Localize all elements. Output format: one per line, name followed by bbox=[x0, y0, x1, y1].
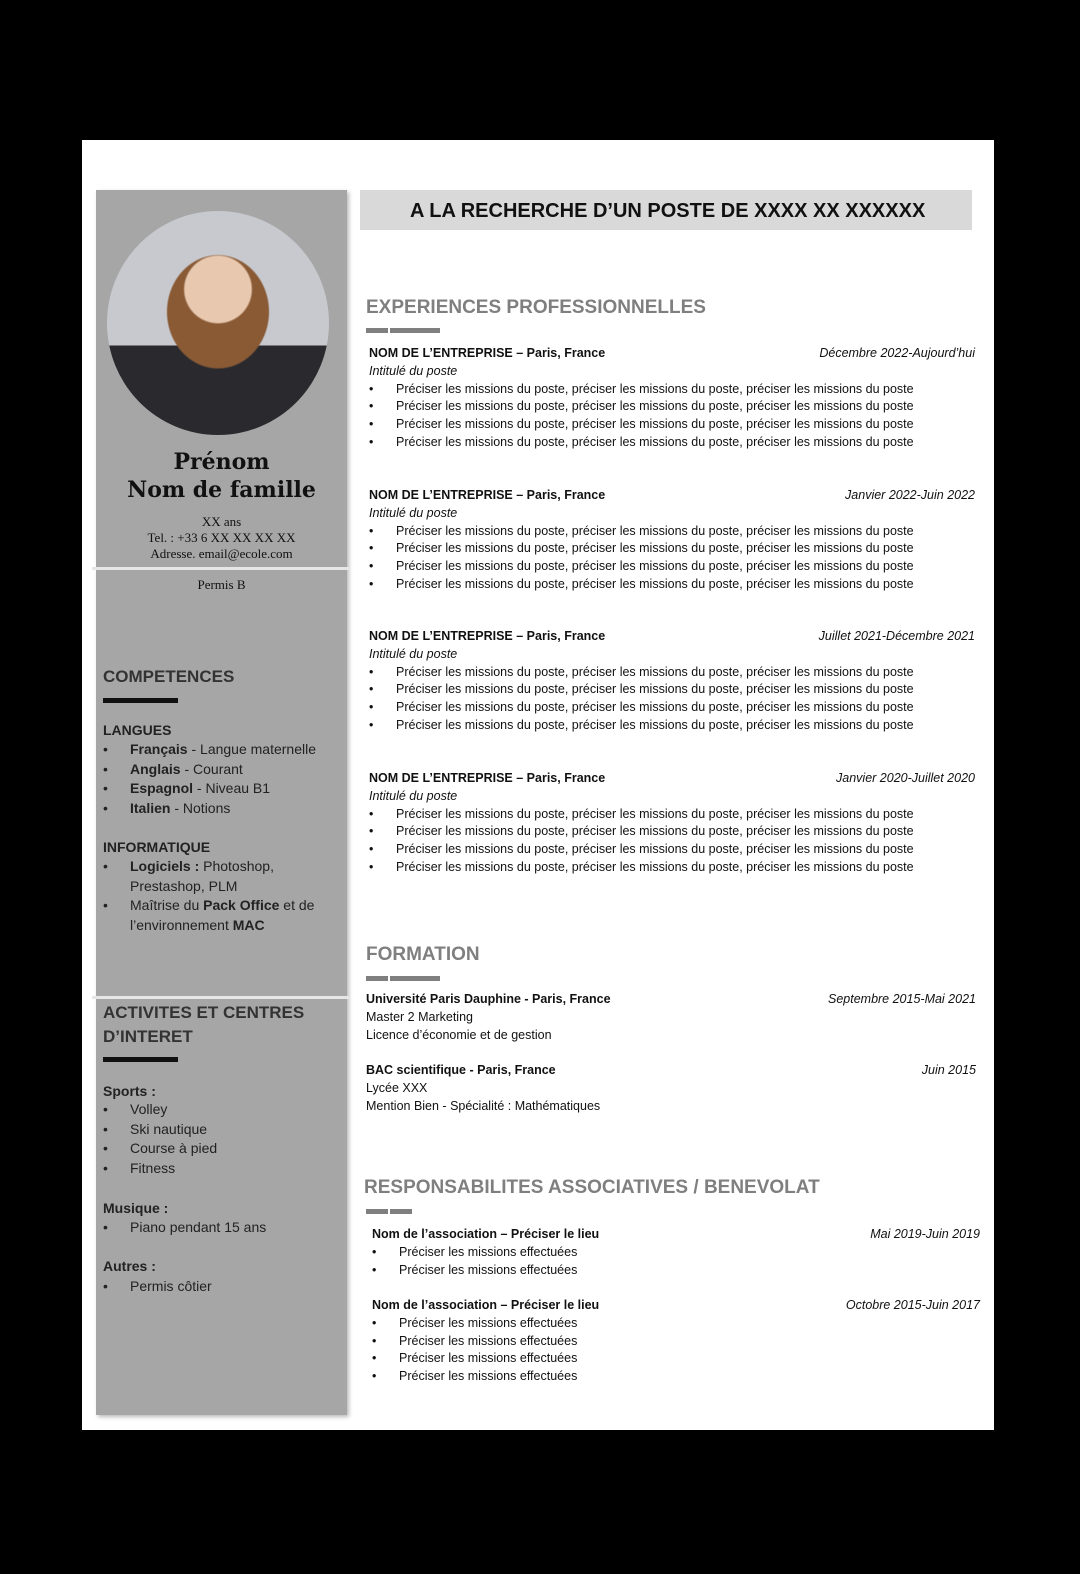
heading-bar bbox=[366, 1209, 412, 1214]
date: Octobre 2015-Juin 2017 bbox=[845, 1298, 980, 1312]
first-name: Prénom bbox=[173, 449, 270, 475]
task-list bbox=[372, 1244, 980, 1280]
sports-list bbox=[103, 1100, 328, 1178]
task-item: • Préciser les missions du poste, préciser les missions du poste, préciser les missions du poste bbox=[369, 681, 975, 699]
language-item: • Anglais - Courant bbox=[103, 760, 328, 780]
job-title: Intitulé du poste bbox=[369, 788, 458, 803]
date: Juillet 2021-Décembre 2021 bbox=[818, 629, 975, 643]
heading-bar bbox=[103, 698, 178, 703]
sports-label: Sports : bbox=[103, 1083, 156, 1099]
task-item: • Préciser les missions du poste, préciser les missions du poste, préciser les missions du poste bbox=[369, 576, 975, 594]
language-item: • Italien - Notions bbox=[103, 799, 328, 819]
last-name: Nom de famille bbox=[127, 477, 316, 503]
phone: Tel. : +33 6 XX XX XX XX bbox=[147, 530, 296, 545]
task-list bbox=[372, 1315, 980, 1386]
title: NOM DE L’ENTREPRISE – Paris, France bbox=[369, 771, 606, 785]
task-item: • Préciser les missions du poste, préciser les missions du poste, préciser les missions du poste bbox=[369, 841, 975, 859]
task-item: • Préciser les missions du poste, préciser les missions du poste, préciser les missions du poste bbox=[369, 664, 975, 682]
volunteer-item bbox=[372, 1297, 980, 1386]
task-item: • Préciser les missions du poste, préciser les missions du poste, préciser les missions du poste bbox=[369, 859, 975, 877]
date: Mai 2019-Juin 2019 bbox=[870, 1227, 980, 1241]
task-list bbox=[369, 381, 975, 452]
school-name: Lycée XXX bbox=[366, 1080, 428, 1095]
date: Janvier 2020-Juillet 2020 bbox=[836, 771, 975, 785]
heading-bar bbox=[366, 328, 440, 333]
experience-item bbox=[369, 487, 975, 594]
title: NOM DE L’ENTREPRISE – Paris, France bbox=[369, 346, 606, 360]
task-item: • Préciser les missions du poste, préciser les missions du poste, préciser les missions du poste bbox=[369, 434, 975, 452]
title: NOM DE L’ENTREPRISE – Paris, France bbox=[369, 629, 606, 643]
task-item: • Préciser les missions du poste, préciser les missions du poste, préciser les missions du poste bbox=[369, 523, 975, 541]
languages-label: LANGUES bbox=[103, 722, 172, 738]
it-label: INFORMATIQUE bbox=[103, 839, 211, 855]
task-item: • Préciser les missions du poste, préciser les missions du poste, préciser les missions du poste bbox=[369, 806, 975, 824]
it-item: • Maîtrise du Pack Office et de l’environnement MAC bbox=[103, 896, 328, 935]
heading-bar bbox=[103, 1057, 178, 1062]
age: XX ans bbox=[201, 514, 242, 529]
date: Décembre 2022-Aujourd’hui bbox=[819, 346, 975, 360]
profile-photo bbox=[107, 211, 329, 435]
task-item: • Préciser les missions du poste, préciser les missions du poste, préciser les missions du poste bbox=[369, 540, 975, 558]
task-item: • Préciser les missions du poste, préciser les missions du poste, préciser les missions du poste bbox=[369, 416, 975, 434]
job-title: Intitulé du poste bbox=[369, 646, 458, 661]
degree: Master 2 Marketing bbox=[366, 1009, 473, 1024]
task-list bbox=[369, 806, 975, 877]
page-title: A LA RECHERCHE D’UN POSTE DE XXXX XX XXXXXX bbox=[360, 190, 972, 230]
music-item: • Piano pendant 15 ans bbox=[103, 1218, 328, 1238]
other-label: Autres : bbox=[103, 1258, 156, 1274]
task-item: • Préciser les missions du poste, préciser les missions du poste, préciser les missions du poste bbox=[369, 381, 975, 399]
languages-list bbox=[103, 740, 328, 818]
title: NOM DE L’ENTREPRISE – Paris, France bbox=[369, 488, 606, 502]
job-title: Intitulé du poste bbox=[369, 363, 458, 378]
education-item bbox=[366, 1062, 976, 1115]
mention: Mention Bien - Spécialité : Mathématiques bbox=[366, 1098, 601, 1113]
it-item: • Logiciels : Photoshop, Prestashop, PLM bbox=[103, 857, 328, 896]
task-item: • Préciser les missions effectuées bbox=[372, 1315, 980, 1333]
interests-heading: ACTIVITES ET CENTRES D’INTERET bbox=[103, 1003, 305, 1046]
other-item: • Permis côtier bbox=[103, 1277, 328, 1297]
divider bbox=[92, 567, 349, 570]
task-item: • Préciser les missions du poste, préciser les missions du poste, préciser les missions du poste bbox=[369, 558, 975, 576]
experience-item bbox=[369, 770, 975, 877]
education-heading: FORMATION bbox=[366, 944, 480, 965]
task-item: • Préciser les missions effectuées bbox=[372, 1244, 980, 1262]
task-item: • Préciser les missions effectuées bbox=[372, 1350, 980, 1368]
task-item: • Préciser les missions effectuées bbox=[372, 1262, 980, 1280]
music-label: Musique : bbox=[103, 1200, 169, 1216]
education-item bbox=[366, 991, 976, 1044]
it-list bbox=[103, 857, 328, 935]
date: Septembre 2015-Mai 2021 bbox=[827, 992, 976, 1006]
school: Université Paris Dauphine - Paris, France bbox=[366, 992, 611, 1006]
school: BAC scientifique - Paris, France bbox=[366, 1063, 556, 1077]
license: Permis B bbox=[197, 577, 246, 592]
sport-item: • Ski nautique bbox=[103, 1120, 328, 1140]
date: Juin 2015 bbox=[921, 1063, 976, 1077]
experience-heading: EXPERIENCES PROFESSIONNELLES bbox=[366, 297, 706, 318]
job-title: Intitulé du poste bbox=[369, 505, 458, 520]
language-item: • Français - Langue maternelle bbox=[103, 740, 328, 760]
volunteer-heading: RESPONSABILITES ASSOCIATIVES / BENEVOLAT bbox=[364, 1177, 820, 1198]
music-list bbox=[103, 1218, 328, 1238]
task-item: • Préciser les missions effectuées bbox=[372, 1333, 980, 1351]
skills-heading: COMPETENCES bbox=[103, 667, 235, 686]
divider bbox=[92, 996, 349, 999]
task-list bbox=[369, 664, 975, 735]
task-item: • Préciser les missions du poste, préciser les missions du poste, préciser les missions du poste bbox=[369, 398, 975, 416]
title: Nom de l’association – Préciser le lieu bbox=[372, 1298, 600, 1312]
heading-bar bbox=[366, 976, 440, 981]
task-list bbox=[369, 523, 975, 594]
sport-item: • Volley bbox=[103, 1100, 328, 1120]
task-item: • Préciser les missions du poste, préciser les missions du poste, préciser les missions du poste bbox=[369, 717, 975, 735]
contact-info bbox=[96, 514, 347, 562]
date: Janvier 2022-Juin 2022 bbox=[845, 488, 975, 502]
volunteer-item bbox=[372, 1226, 980, 1279]
experience-item bbox=[369, 345, 975, 452]
task-item: • Préciser les missions du poste, préciser les missions du poste, préciser les missions du poste bbox=[369, 823, 975, 841]
sport-item: • Fitness bbox=[103, 1159, 328, 1179]
language-item: • Espagnol - Niveau B1 bbox=[103, 779, 328, 799]
task-item: • Préciser les missions effectuées bbox=[372, 1368, 980, 1386]
email: Adresse. email@ecole.com bbox=[150, 546, 293, 561]
degree: Licence d’économie et de gestion bbox=[366, 1027, 552, 1042]
experience-item bbox=[369, 628, 975, 735]
sport-item: • Course à pied bbox=[103, 1139, 328, 1159]
title: Nom de l’association – Préciser le lieu bbox=[372, 1227, 600, 1241]
task-item: • Préciser les missions du poste, préciser les missions du poste, préciser les missions du poste bbox=[369, 699, 975, 717]
other-list bbox=[103, 1277, 328, 1297]
